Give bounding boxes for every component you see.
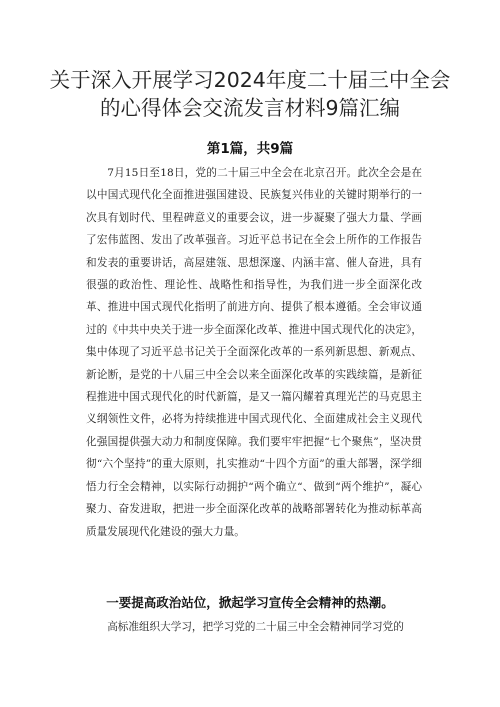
paragraph-1: 7月15日至18日，党的二十届三中全会在北京召开。此次全会是在以中国式现代化全面推进强国建设、民族复兴伟业的关键时期举行的一次具有划时代、里程碑意义的重要会议，进一步凝聚了强大力量、学画了宏伟蓝图、发出了改革强音。习近平总书记在全会上所作的工作报告和发表的重要讲话，高屋建瓴、思想深邃、内涵丰富、催人奋进，具有很强的政治性、理论性、战略性和指导性，为我们进一步全面深化改革、推进中国式现代化指明了前进方向、提供了根本遵循。全会审议通过的《中共中央关于进一步全面深化改革、推进中国式现代化的决定》，集中体现了习近平总书记关于全面深化改革的一系列新思想、新观点、新论断，是党的十八届三中全会以来全面深化改革的实践续篇，是新征程推进中国式现代化的时代新篇，是又一篇闪耀着真理光芒的马克思主义纲领性文件，必将为持续推进中国式现代化、全面建成社会主义现代化强国提供强大动力和制度保障。我们要牢牢把握“七个聚焦”，坚决贯彻“六个坚持”的重大原则，扎实推动“十四个方面”的重大部署，深学细悟力行全会精神，以实际行动拥护“两个确立“、做到“两个维护”，凝心聚力、奋发进取，把进一步全面深化改革的战略部署转化为推动标革高质量发展现代化建设的强大力量。: [86, 167, 422, 538]
document-title: 关于深入开展学习2024年度二十届三中全会的心得体会交流发言材料9篇汇编: [49, 68, 451, 120]
body-paragraph-2: [86, 616, 422, 638]
body-paragraph: [86, 162, 422, 543]
section-heading: 第1篇，共9篇: [206, 141, 294, 157]
paragraph-2: 高标准组织大学习，把学习党的二十届三中全会精神同学习党的: [107, 621, 404, 633]
subheading: 一要提高政治站位，掀起学习宣传全会精神的热潮。: [106, 595, 394, 610]
